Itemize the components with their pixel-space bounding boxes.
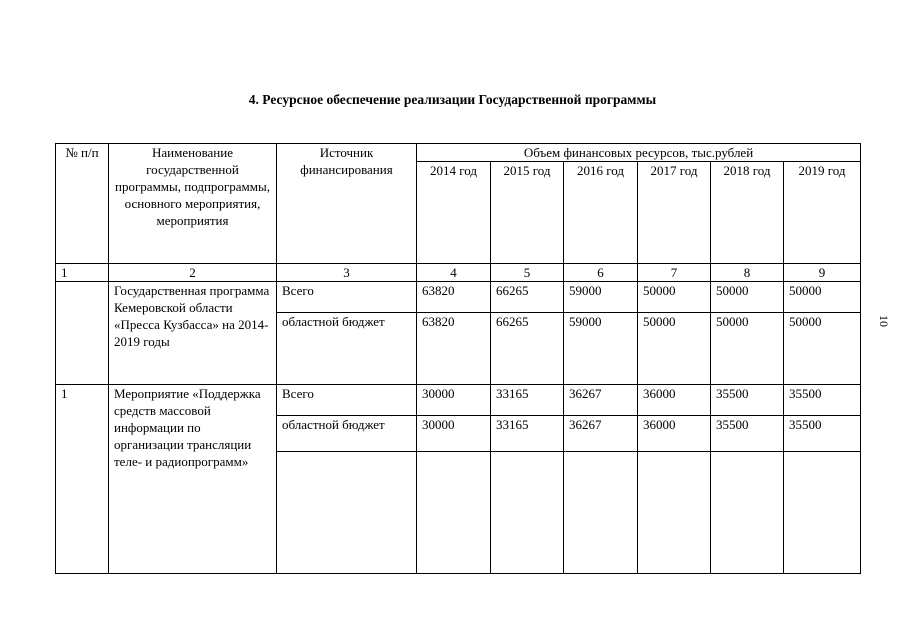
column-number: 9: [784, 264, 861, 282]
row-value: 36000: [638, 385, 711, 416]
header-year: 2014 год: [417, 162, 491, 264]
empty-cell: [638, 452, 711, 574]
row-value: 35500: [711, 416, 784, 452]
table-row: [56, 282, 861, 313]
header-source: Источник финансирования: [277, 144, 417, 264]
row-value: 63820: [417, 282, 491, 313]
row-value: 30000: [417, 385, 491, 416]
column-numbers-row: [56, 264, 861, 282]
row-value: 59000: [564, 313, 638, 385]
row-num: 1: [56, 385, 109, 574]
page-number: 10: [877, 315, 891, 327]
row-value: 59000: [564, 282, 638, 313]
empty-cell: [417, 452, 491, 574]
header-name: Наименование государственной программы, подпрограммы, основного мероприятия, мероприятия: [109, 144, 277, 264]
row-value: 33165: [491, 416, 564, 452]
header-volume: Объем финансовых ресурсов, тыс.рублей: [417, 144, 861, 162]
row-value: 50000: [638, 282, 711, 313]
row-value: 35500: [784, 416, 861, 452]
header-row: [56, 144, 861, 162]
row-value: 63820: [417, 313, 491, 385]
header-year: 2015 год: [491, 162, 564, 264]
row-source: областной бюджет: [277, 313, 417, 385]
row-num: [56, 282, 109, 385]
header-year: 2018 год: [711, 162, 784, 264]
row-value: 50000: [638, 313, 711, 385]
row-value: 50000: [784, 313, 861, 385]
empty-cell: [491, 452, 564, 574]
column-number: 2: [109, 264, 277, 282]
column-number: 8: [711, 264, 784, 282]
empty-cell: [564, 452, 638, 574]
resource-table: [55, 143, 861, 574]
row-name: Мероприятие «Поддержка средств массовой информации по организации трансляции теле- и радиопрограмм»: [109, 385, 277, 574]
row-value: 35500: [784, 385, 861, 416]
row-value: 66265: [491, 313, 564, 385]
table-row: [56, 385, 861, 416]
empty-cell: [711, 452, 784, 574]
document-title: 4. Ресурсное обеспечение реализации Государственной программы: [248, 92, 657, 107]
row-value: 66265: [491, 282, 564, 313]
row-source: Всего: [277, 282, 417, 313]
row-value: 36000: [638, 416, 711, 452]
row-value: 35500: [711, 385, 784, 416]
row-value: 36267: [564, 385, 638, 416]
header-year: 2017 год: [638, 162, 711, 264]
row-value: 36267: [564, 416, 638, 452]
row-name: Государственная программа Кемеровской области «Пресса Кузбасса» на 2014-2019 годы: [109, 282, 277, 385]
header-num: № п/п: [56, 144, 109, 264]
column-number: 3: [277, 264, 417, 282]
row-value: 33165: [491, 385, 564, 416]
row-source: Всего: [277, 385, 417, 416]
column-number: 7: [638, 264, 711, 282]
row-source: областной бюджет: [277, 416, 417, 452]
column-number: 4: [417, 264, 491, 282]
empty-cell: [784, 452, 861, 574]
column-number: 6: [564, 264, 638, 282]
row-value: 50000: [784, 282, 861, 313]
column-number: 5: [491, 264, 564, 282]
empty-cell: [277, 452, 417, 574]
row-value: 30000: [417, 416, 491, 452]
column-number: 1: [56, 264, 109, 282]
header-year: 2016 год: [564, 162, 638, 264]
row-value: 50000: [711, 282, 784, 313]
row-value: 50000: [711, 313, 784, 385]
header-year: 2019 год: [784, 162, 861, 264]
